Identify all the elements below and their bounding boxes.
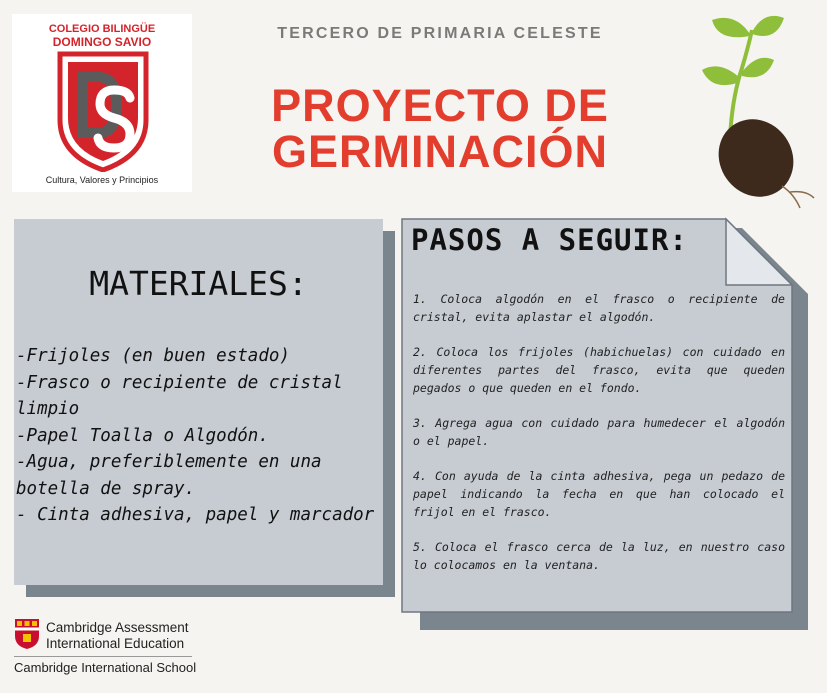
step-item: 1. Coloca algodón en el frasco o recipiente de cristal, evita aplastar el algodón. <box>413 292 785 324</box>
materials-item: -Frijoles (en buen estado) <box>16 346 290 366</box>
grade-subtitle: TERCERO DE PRIMARIA CELESTE <box>277 25 603 42</box>
materials-item: -Frasco o recipiente de cristal limpio <box>16 372 354 419</box>
materials-item: -Papel Toalla o Algodón. <box>16 425 269 446</box>
page-title-line2: GERMINACIÓN <box>272 126 608 177</box>
step-item: 4. Con ayuda de la cinta adhesiva, pega un pedazo de papel indicando la fecha en que han colocado el frijol en el frasco. <box>413 469 785 519</box>
logo-school-line2: DOMINGO SAVIO <box>52 35 152 49</box>
page-title-line1: PROYECTO DE <box>271 80 609 131</box>
school-logo <box>12 14 192 192</box>
logo-tagline: Cultura, Valores y Principios <box>45 175 159 185</box>
materials-panel <box>14 219 383 585</box>
materials-title: MATERIALES: <box>89 264 308 303</box>
steps-title: PASOS A SEGUIR: <box>411 223 688 257</box>
steps-list <box>413 290 785 591</box>
cambridge-shield-icon <box>14 618 40 650</box>
step-item: 2. Coloca los frijoles (habichuelas) con cuidado en diferentes partes del frasco, evita que queden pegados o que queden en el fondo. <box>413 345 785 395</box>
logo-school-line1: COLEGIO BILINGÜE <box>48 23 156 35</box>
cambridge-line1: Cambridge Assessment <box>46 620 189 635</box>
cambridge-line2: International Education <box>46 636 185 651</box>
step-item: 3. Agrega agua con cuidado para humedecer el algodón o el papel. <box>413 416 785 448</box>
step-item: 5. Coloca el frasco cerca de la luz, en nuestro caso lo colocamos en la ventana. <box>413 540 785 572</box>
materials-list <box>16 343 378 529</box>
cambridge-line3: Cambridge International School <box>14 660 197 675</box>
footer-divider <box>14 656 192 657</box>
materials-item: -Agua, preferiblemente en una botella de spray. <box>16 452 333 499</box>
shield-icon <box>56 50 150 172</box>
materials-item: - Cinta adhesiva, papel y marcador <box>16 505 375 525</box>
sprout-seed-icon <box>690 8 820 213</box>
